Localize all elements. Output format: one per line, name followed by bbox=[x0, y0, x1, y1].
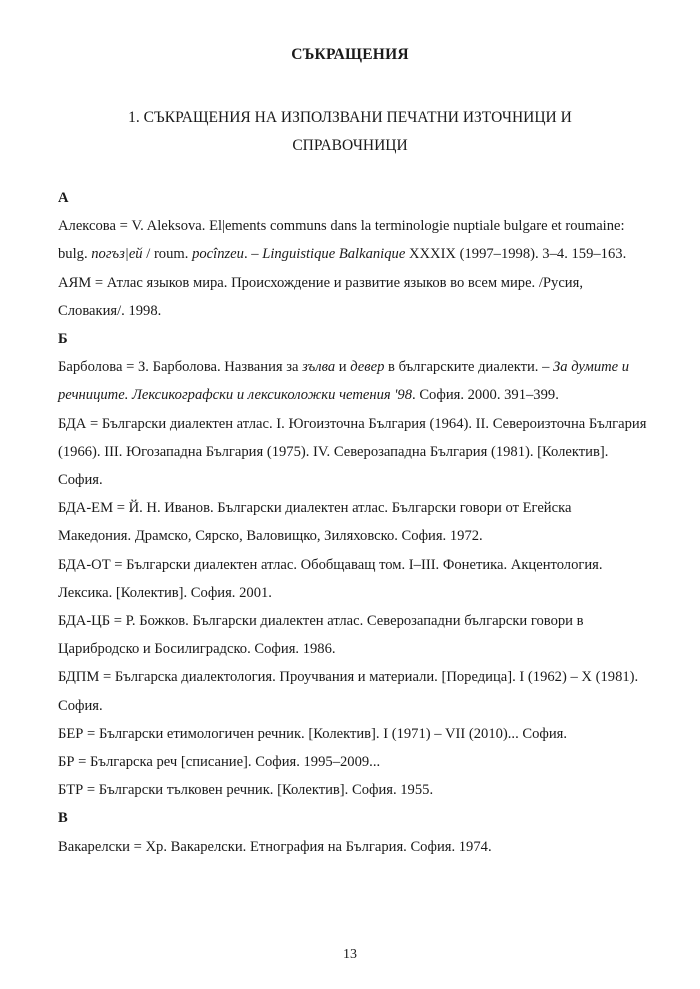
abbreviations-list bbox=[58, 184, 648, 861]
section-heading bbox=[100, 104, 600, 160]
entry-text: / roum. bbox=[142, 246, 193, 263]
entry-text: . София. 2000. 391–399. bbox=[412, 387, 559, 404]
abbreviation-entry bbox=[58, 494, 648, 550]
entry-text: БТР = Български тълковен речник. [Колектив]. София. 1955. bbox=[58, 782, 434, 799]
section-letter: А bbox=[58, 190, 69, 206]
section-heading-line-1: 1. СЪКРАЩЕНИЯ НА ИЗПОЛЗВАНИ ПЕЧАТНИ ИЗТОЧНИЦИ И bbox=[128, 109, 572, 126]
abbreviation-entry bbox=[58, 269, 648, 325]
abbreviation-entry bbox=[58, 663, 648, 719]
entry-italic-text: За думите и речниците. Лексикографски и лексиколожки четения '98 bbox=[58, 359, 630, 404]
abbreviation-entry bbox=[58, 607, 648, 663]
abbreviation-entry bbox=[58, 551, 648, 607]
abbreviation-entry bbox=[58, 720, 648, 748]
abbreviation-entry bbox=[58, 212, 648, 268]
abbreviation-entry bbox=[58, 833, 648, 861]
page-number: 13 bbox=[343, 947, 357, 962]
entry-text: Алексова = V. Aleksova. El|ements communs dans la terminologie nuptiale bulgare et roumaine: bulg. bbox=[58, 218, 625, 263]
entry-text: и bbox=[335, 359, 351, 376]
entry-text: в българските диалекти. – bbox=[384, 359, 554, 376]
abbreviation-entry bbox=[58, 410, 648, 495]
entry-italic-text: pocînzeu bbox=[192, 246, 244, 263]
entry-italic-text: Linguistique Balkanique bbox=[262, 246, 406, 263]
page-title: СЪКРАЩЕНИЯ bbox=[291, 46, 409, 63]
abbreviation-entry bbox=[58, 776, 648, 804]
entry-text: БДА-ЦБ = Р. Божков. Български диалектен атлас. Северозападни български говори в Царибродско и Босилиградско. София. 1986. bbox=[58, 613, 584, 658]
abbreviation-entry bbox=[58, 748, 648, 776]
entry-text: БДА-ОТ = Български диалектен атлас. Обобщаващ том. I–III. Фонетика. Акцентология. Лексика. [Колектив]. София. 2001. bbox=[58, 556, 603, 601]
entry-text: БДПМ = Българска диалектология. Проучвания и материали. [Поредица]. I (1962) – X (1981). София. bbox=[58, 669, 639, 714]
entry-italic-text: погъз|ей bbox=[91, 246, 143, 263]
entry-text: АЯМ = Атлас языков мира. Происхождение и развитие языков во всем мире. /Русия, Словакия/. 1998. bbox=[58, 274, 583, 319]
entry-text: БР = Българска реч [списание]. София. 1995–2009... bbox=[58, 754, 381, 771]
entry-italic-text: девер bbox=[350, 359, 385, 376]
section-letter: Б bbox=[58, 331, 68, 348]
entry-text: БДА = Български диалектен атлас. I. Югоизточна България (1964). II. Североизточна България (1966). III. Югозападна България (1975). IV. Северозападна България (1981). [Колектив]. София. bbox=[58, 415, 647, 489]
section-letter: В bbox=[58, 810, 68, 827]
section-heading-line-2: СПРАВОЧНИЦИ bbox=[292, 137, 408, 154]
entry-text: БДА-ЕМ = Й. Н. Иванов. Български диалектен атлас. Български говори от Егейска Македония. Драмско, Сярско, Валовищко, Зиляховско. София. 1972. bbox=[58, 500, 572, 545]
entry-text: XXXIX (1997–1998). 3–4. 159–163. bbox=[405, 246, 627, 263]
entry-italic-text: зълва bbox=[302, 359, 336, 376]
entry-text: Вакарелски = Хр. Вакарелски. Етнография на България. София. 1974. bbox=[58, 838, 492, 855]
entry-text: БЕР = Български етимологичен речник. [Колектив]. I (1971) – VII (2010)... София. bbox=[58, 725, 568, 742]
entry-text: Барболова = З. Барболова. Названия за bbox=[58, 359, 303, 376]
abbreviation-entry bbox=[58, 353, 648, 409]
entry-text: . – bbox=[243, 246, 263, 263]
